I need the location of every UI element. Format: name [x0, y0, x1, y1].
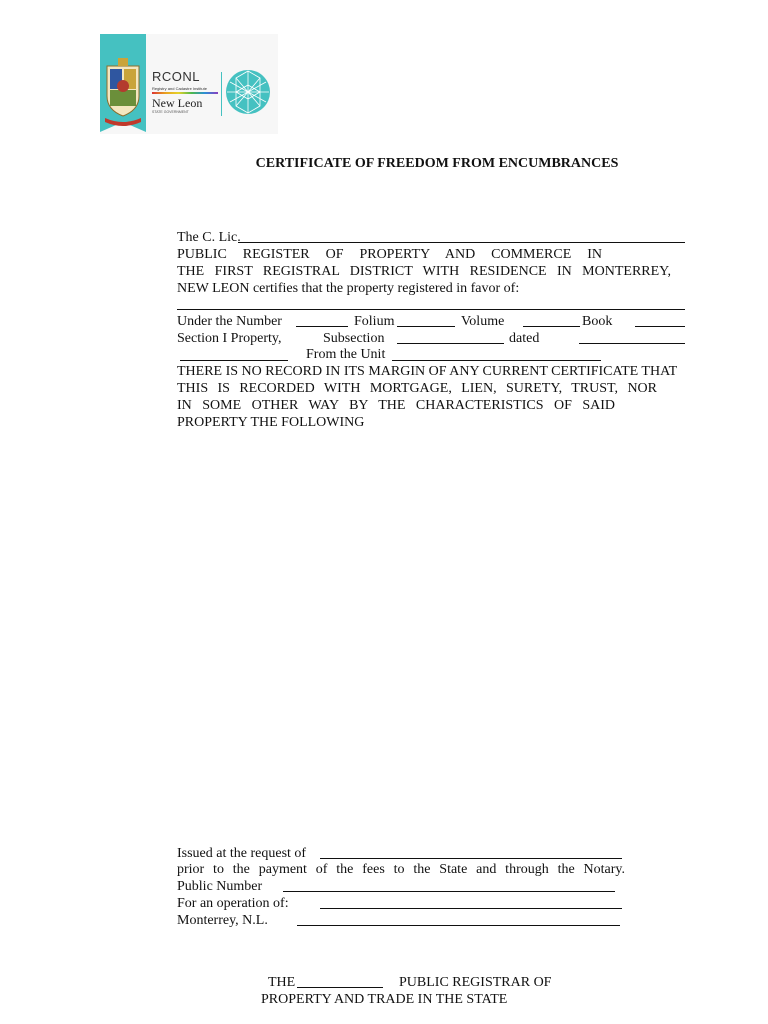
- folium-blank-line[interactable]: [397, 326, 455, 327]
- dated-blank-line[interactable]: [579, 343, 685, 344]
- logo-color-bar: [152, 92, 218, 94]
- body-line-register: PUBLIC REGISTER OF PROPERTY AND COMMERCE IN: [177, 247, 602, 262]
- signature-registrar: PUBLIC REGISTRAR OF: [399, 975, 552, 990]
- record-line-4: PROPERTY THE FOLLOWING: [177, 415, 365, 430]
- fees-line: prior to the payment of the fees to the State and through the Notary.: [177, 862, 625, 877]
- logo-acronym: RCONL: [152, 69, 201, 84]
- folium-label: Folium: [354, 314, 395, 329]
- globe-icon: [224, 68, 272, 116]
- body-line-certifies: NEW LEON certifies that the property registered in favor of:: [177, 281, 520, 296]
- record-line-3: IN SOME OTHER WAY BY THE CHARACTERISTICS OF SAID: [177, 398, 615, 413]
- signature-the: THE: [268, 975, 296, 990]
- record-line-2: THIS IS RECORDED WITH MORTGAGE, LIEN, SURETY, TRUST, NOR: [177, 381, 657, 396]
- public-number-blank-line[interactable]: [283, 891, 615, 892]
- operation-blank-line[interactable]: [320, 908, 622, 909]
- section-blank-line[interactable]: [180, 360, 288, 361]
- record-line-1: THERE IS NO RECORD IN ITS MARGIN OF ANY CURRENT CERTIFICATE THAT: [177, 364, 678, 379]
- public-number-label: Public Number: [177, 879, 263, 894]
- dated-label: dated: [509, 331, 540, 346]
- number-label: Under the Number: [177, 314, 282, 329]
- coat-of-arms-icon: [100, 34, 146, 132]
- logo-name: New Leon: [152, 96, 203, 110]
- subsection-label: Subsection: [323, 331, 385, 346]
- unit-label: From the Unit: [306, 347, 386, 362]
- clic-label: The C. Lic.: [177, 230, 241, 245]
- logo-government: STATE GOVERNMENT: [152, 110, 189, 114]
- signature-line-2: PROPERTY AND TRADE IN THE STATE: [261, 992, 508, 1007]
- place-blank-line[interactable]: [297, 925, 620, 926]
- request-blank-line[interactable]: [320, 858, 622, 859]
- favor-of-blank-line[interactable]: [177, 309, 685, 310]
- subsection-blank-line[interactable]: [397, 343, 504, 344]
- place-label: Monterrey, N.L.: [177, 913, 268, 928]
- volume-label: Volume: [461, 314, 505, 329]
- operation-label: For an operation of:: [177, 896, 289, 911]
- document-title: CERTIFICATE OF FREEDOM FROM ENCUMBRANCES: [255, 156, 619, 171]
- section-label: Section I Property,: [177, 331, 282, 346]
- body-line-district: THE FIRST REGISTRAL DISTRICT WITH RESIDENCE IN MONTERREY,: [177, 264, 671, 279]
- request-label: Issued at the request of: [177, 846, 307, 861]
- logo-subtitle: Registry and Cadastre Institute: [152, 86, 207, 91]
- book-label: Book: [582, 314, 613, 329]
- logo-divider: [221, 72, 222, 116]
- clic-blank-line[interactable]: [238, 242, 685, 243]
- unit-blank-line[interactable]: [392, 360, 601, 361]
- number-blank-line[interactable]: [296, 326, 348, 327]
- volume-blank-line[interactable]: [523, 326, 580, 327]
- signature-blank-line[interactable]: [297, 987, 383, 988]
- book-blank-line[interactable]: [635, 326, 685, 327]
